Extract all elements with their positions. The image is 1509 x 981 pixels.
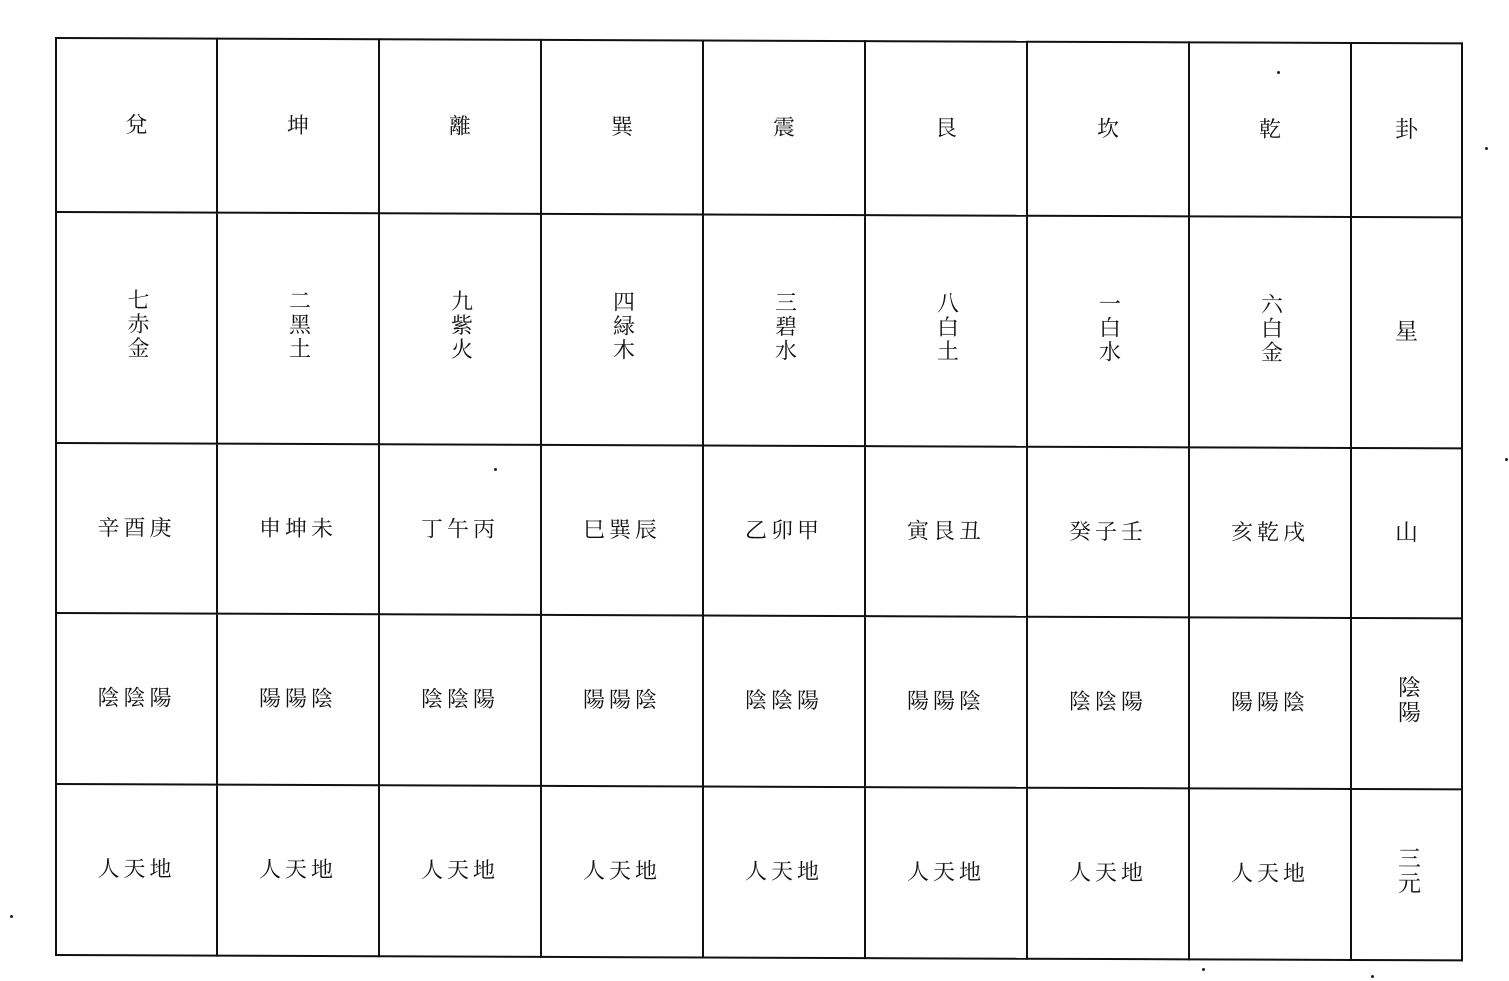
- row-label-yinyang: [1351, 618, 1462, 789]
- mountain-text-4: 巳巽辰: [582, 517, 661, 543]
- yinyang-text-2: 陽陽陰: [258, 686, 337, 713]
- row-star: [56, 212, 1462, 448]
- sanyuan-label-text: 三元: [1394, 845, 1420, 896]
- row-gua: [56, 38, 1462, 217]
- mountain-text-3: 丁午丙: [420, 516, 499, 543]
- cell-yinyang-6: [865, 616, 1027, 788]
- cell-mountain-1: [56, 443, 217, 614]
- star-text-3: 九紫火: [447, 289, 473, 362]
- cell-star-7: [1027, 216, 1189, 448]
- scan-speck: [1371, 975, 1374, 978]
- cell-mountain-2: [217, 444, 379, 615]
- mountain-text-5: 乙卯甲: [744, 518, 823, 544]
- cell-mountain-6: [865, 446, 1027, 617]
- cell-gua-7: 坎: [1027, 42, 1189, 217]
- star-text-6: 八白土: [933, 290, 959, 363]
- cell-sanyuan-4: [541, 786, 703, 958]
- yinyang-text-6: 陽陽陰: [906, 689, 985, 715]
- cell-yinyang-5: [703, 615, 865, 787]
- scan-speck: [494, 468, 497, 471]
- yinyang-text-4: 陽陽陰: [582, 688, 661, 714]
- cell-sanyuan-2: [217, 785, 379, 957]
- cell-sanyuan-5: [703, 786, 865, 958]
- sanyuan-text-4: 人天地: [582, 859, 661, 885]
- sanyuan-text-6: 人天地: [906, 860, 985, 886]
- row-label-mountain: 山: [1351, 448, 1462, 618]
- sanyuan-text-1: 人天地: [97, 857, 176, 883]
- row-sanyuan: [56, 784, 1462, 960]
- cell-yinyang-3: [379, 614, 541, 786]
- cell-gua-3: 離: [379, 39, 541, 214]
- yinyang-text-5: 陰陰陽: [744, 688, 823, 714]
- row-yinyang: [56, 613, 1462, 789]
- cell-yinyang-4: [541, 615, 703, 787]
- star-text-8: 六白金: [1257, 292, 1283, 365]
- scan-speck: [1277, 71, 1280, 74]
- cell-sanyuan-1: [56, 784, 217, 956]
- cell-star-6: [865, 215, 1027, 447]
- mountain-text-6: 寅艮丑: [906, 518, 985, 545]
- yinyang-label-text: 陰陽: [1394, 674, 1420, 725]
- row-mountain: [56, 443, 1462, 618]
- sanyuan-text-8: 人天地: [1230, 861, 1309, 887]
- cell-mountain-5: [703, 445, 865, 616]
- yinyang-text-1: 陰陰陽: [97, 686, 176, 712]
- trigram-star-mountain-table: [55, 37, 1463, 961]
- cell-gua-4: 巽: [541, 40, 703, 215]
- sanyuan-text-5: 人天地: [744, 859, 823, 885]
- star-text-5: 三碧水: [771, 290, 797, 363]
- star-text-7: 一白水: [1095, 291, 1121, 364]
- row-label-star: 星: [1351, 217, 1462, 448]
- row-label-sanyuan: [1351, 789, 1462, 960]
- cell-star-1: [56, 212, 217, 444]
- mountain-text-1: 辛酉庚: [97, 515, 176, 541]
- cell-mountain-3: [379, 444, 541, 615]
- cell-mountain-7: [1027, 447, 1189, 618]
- scan-speck: [1202, 968, 1205, 971]
- sanyuan-text-2: 人天地: [258, 857, 337, 884]
- cell-yinyang-2: [217, 614, 379, 786]
- cell-yinyang-8: [1189, 617, 1351, 789]
- cell-mountain-4: [541, 445, 703, 616]
- yinyang-text-8: 陽陽陰: [1230, 690, 1309, 716]
- mountain-text-2: 申坤未: [258, 516, 337, 542]
- cell-star-2: [217, 213, 379, 445]
- cell-sanyuan-6: [865, 787, 1027, 959]
- cell-sanyuan-8: [1189, 788, 1351, 960]
- mountain-text-7: 癸子壬: [1068, 519, 1147, 545]
- cell-yinyang-7: [1027, 617, 1189, 789]
- cell-gua-2: 坤: [217, 39, 379, 214]
- sanyuan-text-3: 人天地: [420, 858, 499, 884]
- sanyuan-text-7: 人天地: [1068, 860, 1147, 887]
- scan-speck: [1485, 147, 1488, 150]
- cell-sanyuan-7: [1027, 788, 1189, 960]
- yinyang-text-3: 陰陰陽: [420, 687, 499, 713]
- cell-gua-8: 乾: [1189, 42, 1351, 217]
- cell-gua-5: 震: [703, 40, 865, 215]
- cell-yinyang-1: [56, 613, 217, 785]
- cell-star-5: [703, 214, 865, 446]
- star-text-4: 四緑木: [609, 289, 635, 362]
- yinyang-text-7: 陰陰陽: [1068, 689, 1147, 716]
- mountain-text-8: 亥乾戌: [1230, 520, 1309, 546]
- cell-star-8: [1189, 216, 1351, 448]
- cell-star-4: [541, 214, 703, 446]
- star-text-1: 七赤金: [124, 287, 149, 360]
- cell-star-3: [379, 213, 541, 445]
- cell-sanyuan-3: [379, 785, 541, 957]
- scan-speck: [10, 915, 13, 918]
- row-label-gua: 卦: [1351, 43, 1462, 217]
- star-text-2: 二黑土: [285, 288, 311, 361]
- scan-speck: [1505, 458, 1508, 461]
- cell-mountain-8: [1189, 447, 1351, 618]
- cell-gua-6: 艮: [865, 41, 1027, 216]
- cell-gua-1: 兌: [56, 38, 217, 213]
